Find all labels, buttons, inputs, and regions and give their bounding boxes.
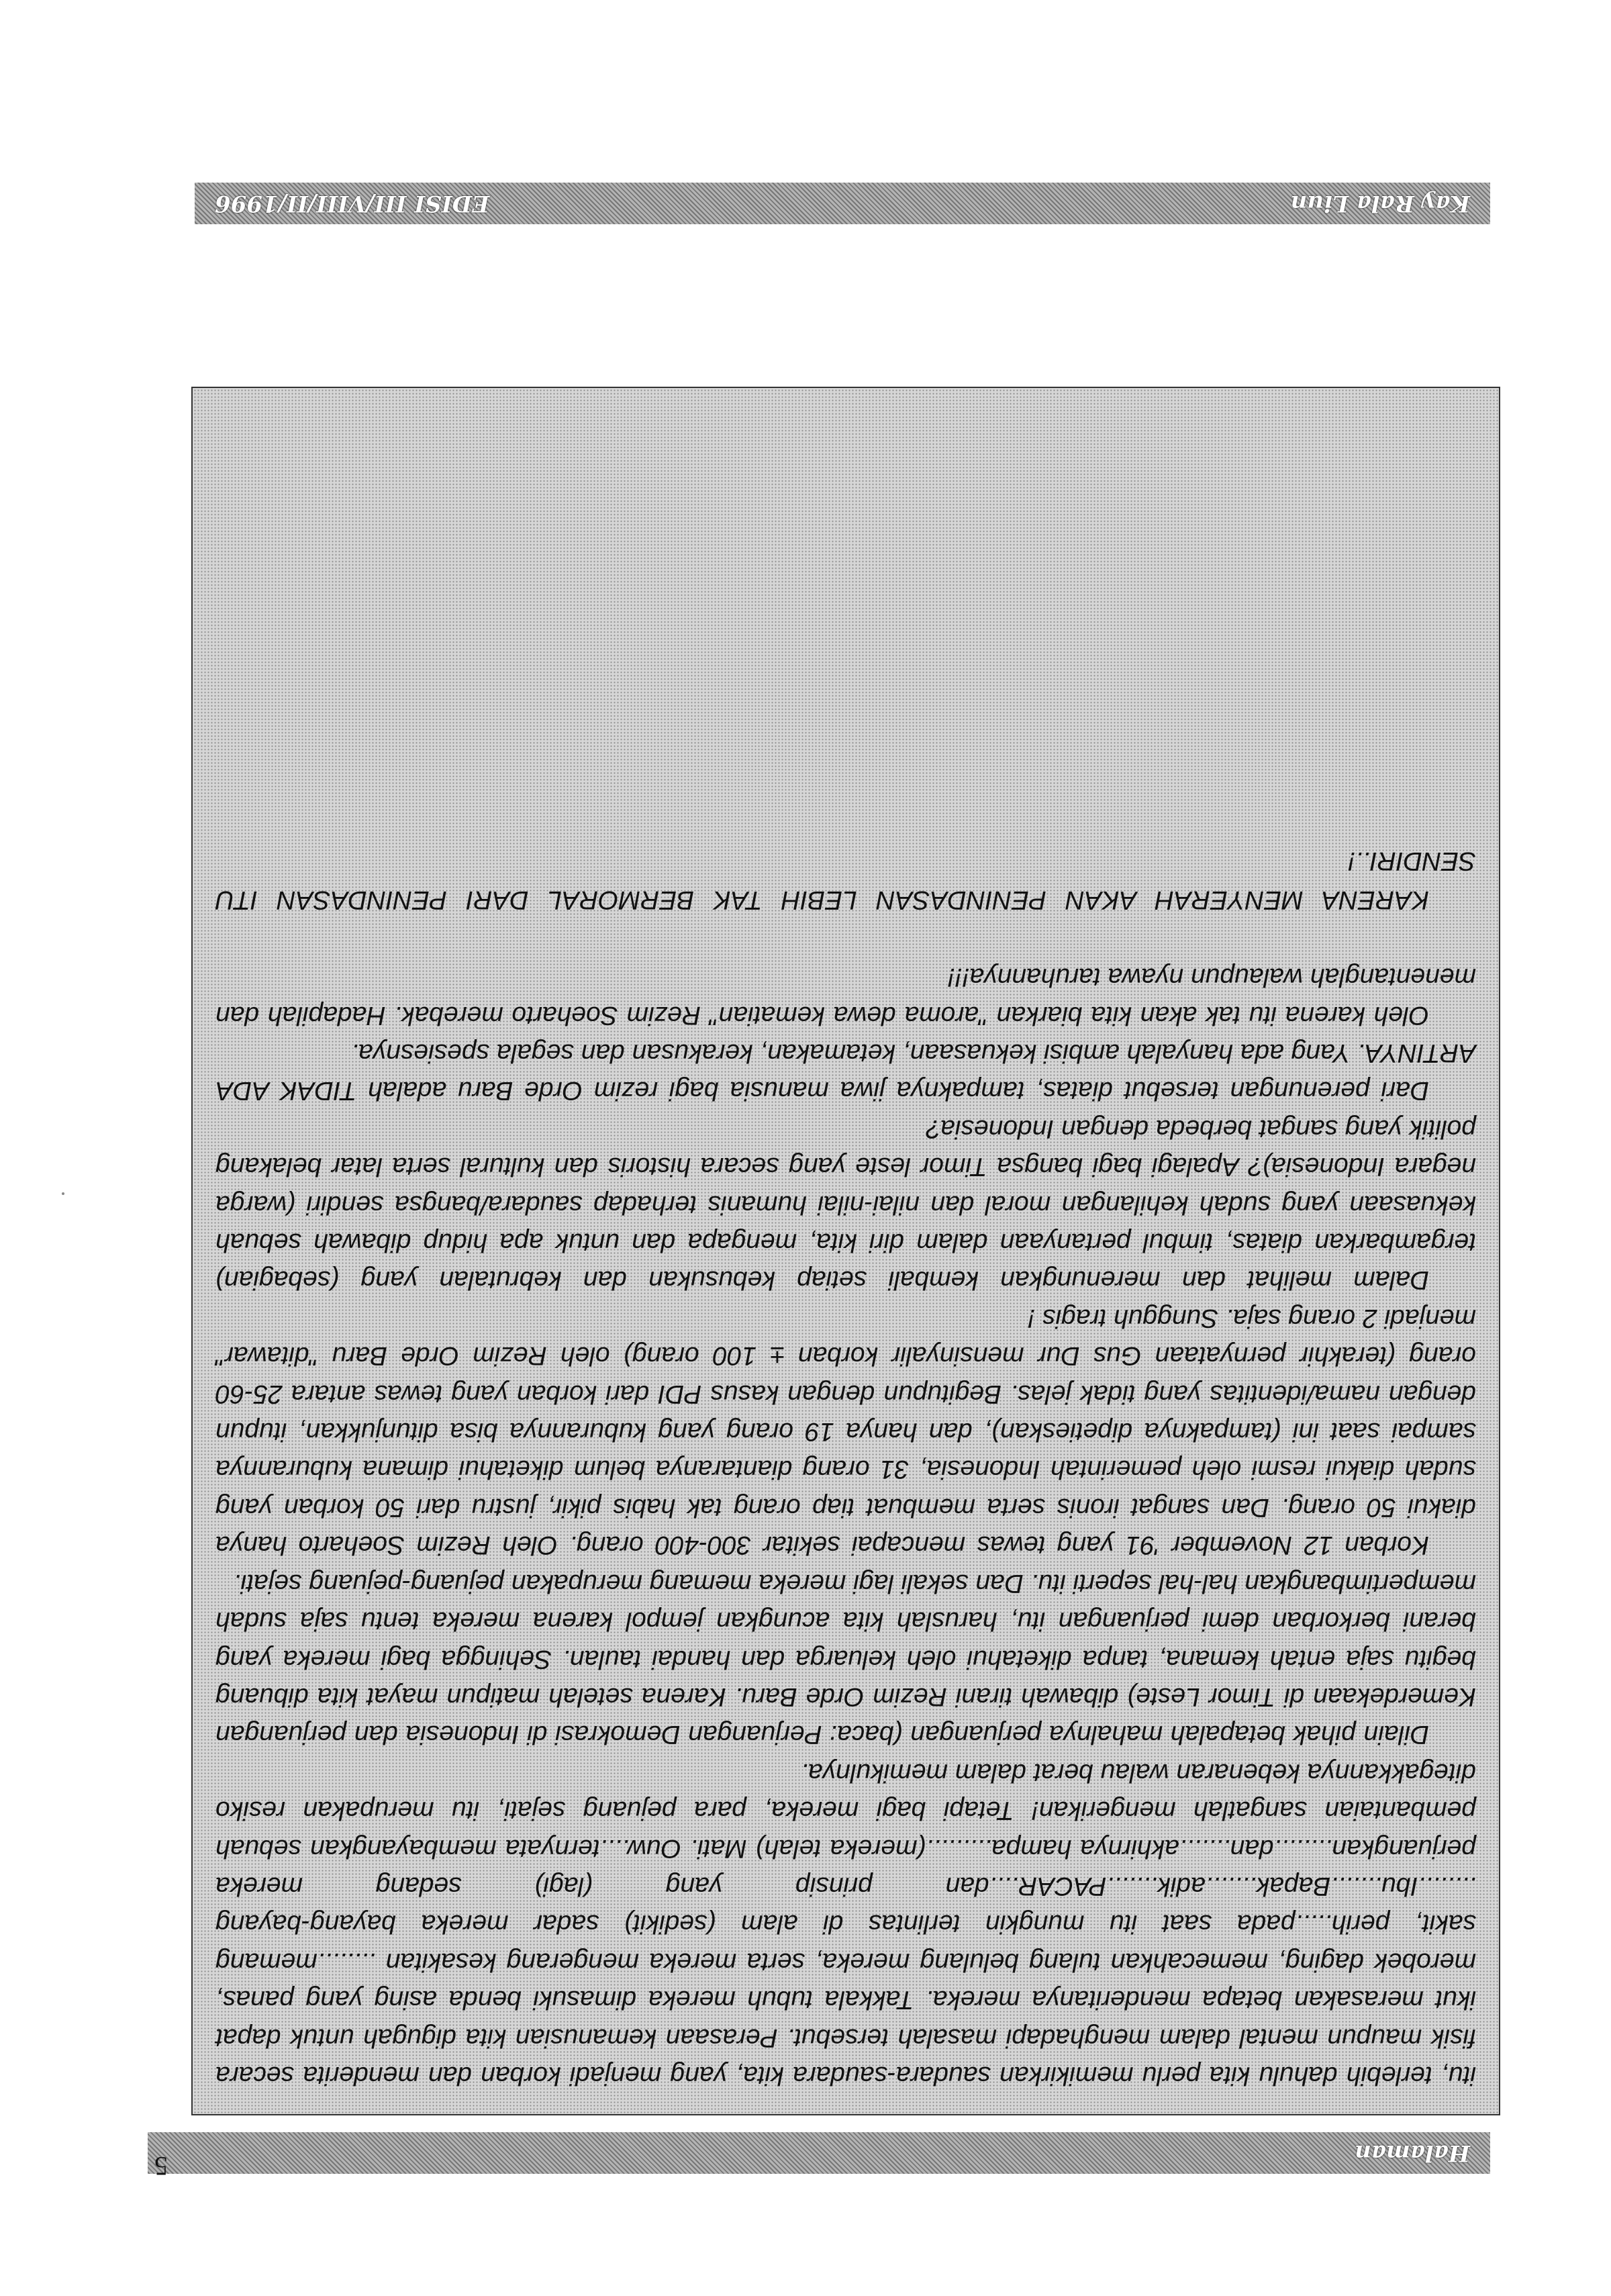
paragraph-3: Korban 12 November '91 yang tewas mencapai sekitar 300-400 orang. Oleh Rezim Soeharto hanya diakui 50 orang. Dan sangat ironis serta membuat tiap orang tak habis pikir, justru dari 50 korban yang sudah diakui resmi oleh pemerintah Indonesia, 31 orang diantaranya belum diketahui dimana kuburannya sampai saat ini (tampaknya dipetieskan), dan hanya 19 orang yang kuburannya bisa ditunjukkan, itupun dengan nama/identitas yang tidak jelas. Begitupun dengan kasus PDI dari korban yang tewas antara 25-60 orang (terakhir pernyataan Gus Dur mensinyalir korban ± 100 orang) oleh Rezim Orde Baru "ditawar" menjadi 2 orang saja. Sungguh tragis ! — [215, 1303, 1476, 1560]
conclusion-statement: KARENA MENYERAH AKAN PENINDASAN LEBIH TAK BERMORAL DARI PENINDASAN ITU SENDIRI..! — [215, 846, 1476, 914]
header-band — [148, 2132, 1490, 2174]
paragraph-2: Dilain pihak betapalah mahalnya perjuangan (baca: Perjuangan Demokrasi di Indonesia dan perjuangan Kemerdekaan di Timor Leste) dibawah tirani Rezim Orde Baru. Karena setelah matipun mayat kita dibuang begitu saja entah kemana, tanpa diketahui oleh keluarga dan handai taulan. Sehingga bagi mereka yang berani berkorban demi perjuangan itu, haruslah kita acungkan jempol karena mereka tentu saja sudah mempertimbangkan hal-hal seperti itu. Dan sekali lagi mereka memang merupakan pejuang-pejuang sejati. — [215, 1568, 1476, 1750]
edition-label: EDISI III/VIII/II/1996 — [215, 190, 490, 217]
paragraph-6: Oleh karena itu tak akan kita biarkan "aroma dewa kematian" Rezim Soeharto merebak. Hadapilah dan menentanglah walaupun nyawa taruhannya!!! — [215, 963, 1476, 1030]
paragraph-1: itu, terlebih dahulu kita perlu memikirkan saudara-saudara kita, yang menjadi korban dan menderita secara fisik maupun mental dalam menghadapi masalah tersebut. Perasaan kemanusian kita digugah untuk dapat ikut merasakan betapa menderitanya mereka. Takkala tubuh mereka dimasuki benda asing yang panas, merobek daging, memecahkan tulang belulang mereka, serta mereka mengerang kesakitan ........memang sakit, perih.....pada saat itu mungkin terlintas di alam (sedikit) sadar mereka bayang-bayang ........Ibu.......Bapak.......adik.......PACAR....dan prinsip yang (lagi) sedang mereka perjuangkan........dan.......akhirnya hampa.........(mereka telah) Mati. Ouw....ternyata membayangkan sebuah pembantaian sangatlah mengerikan! Tetapi bagi mereka, para pejuang sejati, itu merupakan resiko ditegakkannya kebenaran walau berat dalam memikulnya. — [215, 1758, 1476, 2090]
scan-speck — [62, 1192, 64, 1195]
paragraph-5: Dari perenungan tersebut diatas, tampaknya jiwa manusia bagi rezim Orde Baru adalah TIDAK ADA ARTINYA. Yang ada hanyalah ambisi kekuasaan, ketamakan, kerakusan dan segala spesiesnya. — [215, 1039, 1476, 1106]
header-label: Halaman — [1355, 2140, 1470, 2166]
publication-name: Kay Rala Liun — [1290, 190, 1470, 217]
article-body-box — [191, 387, 1500, 2115]
footer-band — [195, 183, 1490, 224]
paragraph-4: Dalam melihat dan merenungkan kembali setiap kebusukan dan kebrutalan yang (sebagian) tergambarkan diatas, timbul pertanyaan dalam diri kita, mengapa dan untuk apa hidup dibawah sebuah kekuasaan yang sudah kehilangan moral dan nilai-nilai humanis terhadap saudara/bangsa sendiri (warga negara Indonesia)? Apalagi bagi bangsa Timor leste yang secara historis dan kultural serta latar belakang politik yang sangat berbeda dengan Indonesia? — [215, 1114, 1476, 1295]
page-number: 5 — [154, 2151, 168, 2181]
